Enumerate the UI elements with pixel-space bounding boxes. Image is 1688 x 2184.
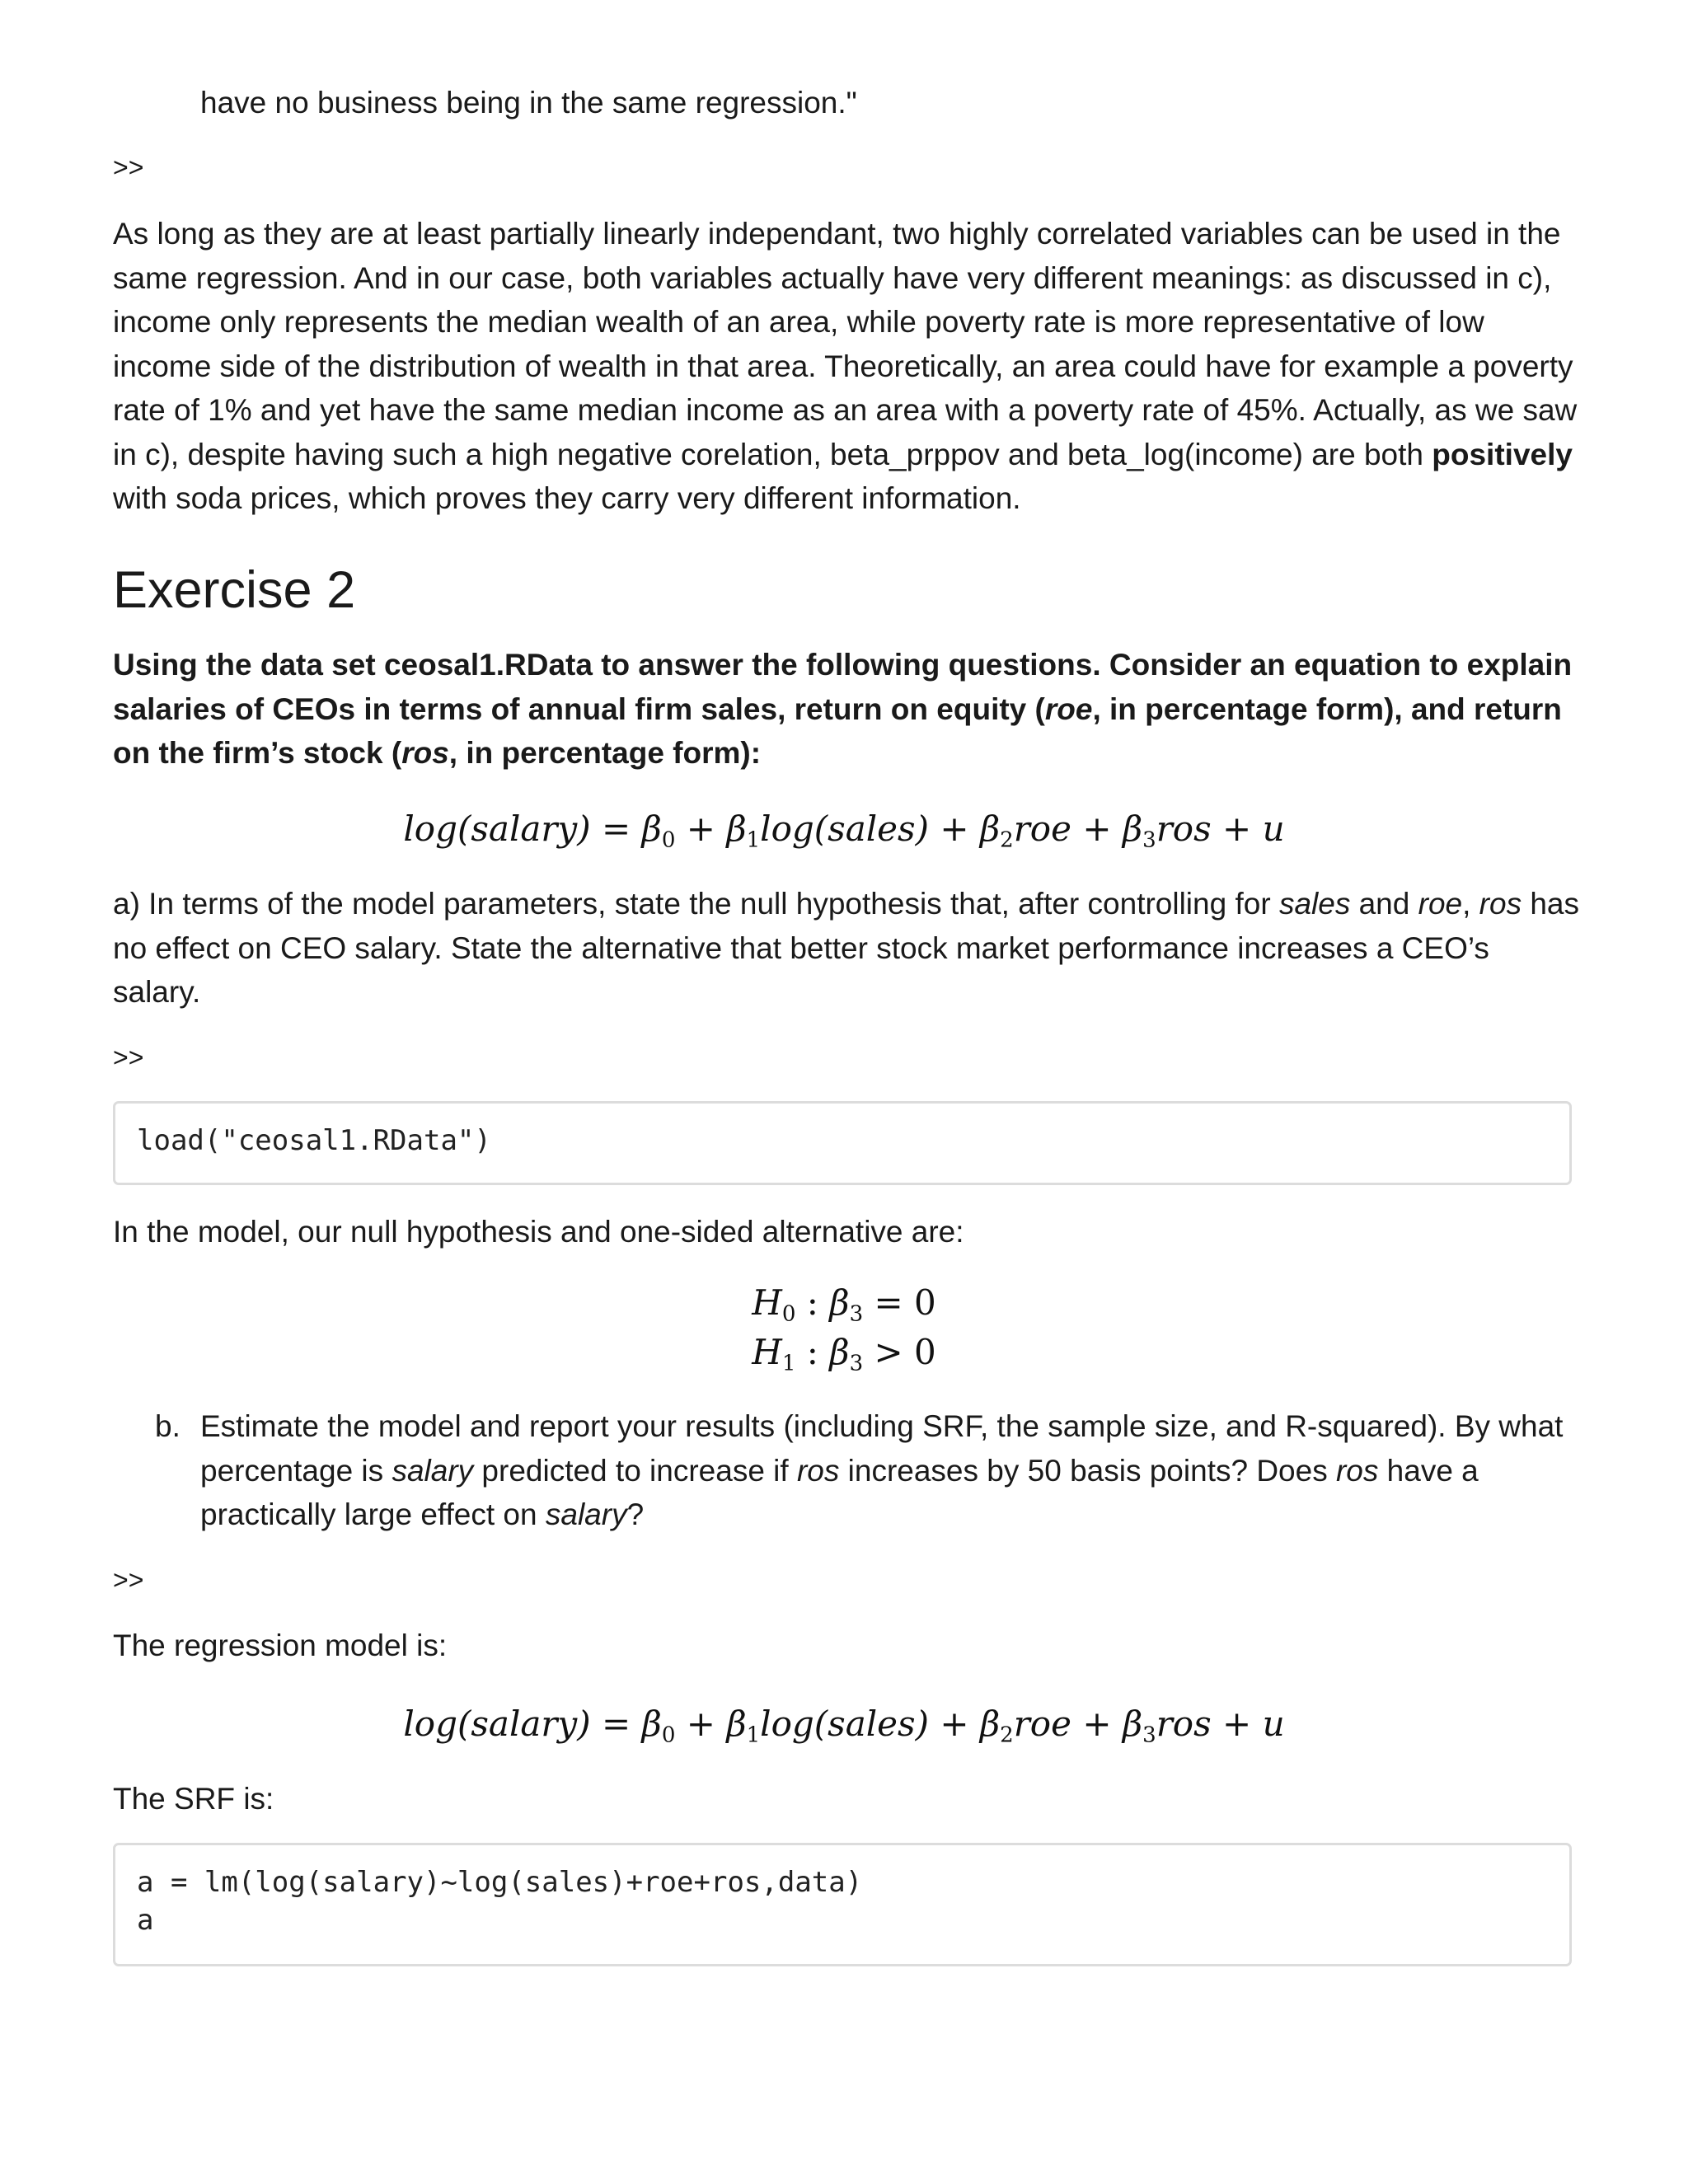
regression-label: The regression model is: <box>113 1629 448 1662</box>
exercise-heading: Exercise 2 <box>113 561 356 619</box>
code-block-regression <box>113 1843 1572 1966</box>
answer-paragraph <box>113 212 1580 521</box>
answer-text: As long as they are at least partially linearly independant, two highly correlated variables can be used in the same regression. And in our case, both variables actually have very different meanings: as discussed in c), income only represents the median wealth of an area, while poverty rate is more representative of low income side of the distribution of wealth in that area. Theoretically, an area could have for example a poverty rate of 1% and yet have the same median income as an area with a poverty rate of 45%. Actually, as we saw in c), despite having such a high negative corelation, beta_prppov and beta_log(income) are both <box>113 217 1578 471</box>
question-b: Estimate the model and report your results (including SRF, the sample size, and R-squared). By what percentage is salary predicted to increase if ros increases by 50 basis points? Does ros have a practically large effect on salary? <box>200 1409 1564 1531</box>
hypothesis-intro: In the model, our null hypothesis and one-sided alternative are: <box>113 1215 964 1249</box>
code-block-load: load("ceosal1.RData") <box>113 1101 1572 1185</box>
null-hypothesis: $H_0$ : $\beta_3 = 0$ <box>752 1282 936 1327</box>
srf-label: The SRF is: <box>113 1782 274 1816</box>
answer-text-end: with soda prices, which proves they carry very different information. <box>113 481 1021 515</box>
answer-marker: >> <box>113 1043 144 1072</box>
code-line: a = lm(log(salary)~log(sales)+roe+ros,data) <box>137 1866 863 1899</box>
answer-marker: >> <box>113 1565 144 1595</box>
question-a: a) In terms of the model parameters, state the null hypothesis that, after controlling for sales and roe, ros has no effect on CEO salary. State the alternative that better stock market performance increases a CEO’s salary. <box>113 887 1580 1009</box>
answer-marker: >> <box>113 152 144 182</box>
code-line: a <box>137 1904 154 1937</box>
quote-tail: have no business being in the same regression." <box>200 86 857 120</box>
model-equation-repeat: log(salary) = $\beta_0$ + $\beta_1\log(sales) + \beta_2roe + \beta_3ros + u$ <box>403 1704 1285 1748</box>
alternative-hypothesis: $H_1$ : $\beta_3 > 0$ <box>752 1332 936 1376</box>
model-equation: log(salary) = $\beta_0$ + $\beta_1\log(sales) + \beta_2roe + \beta_3ros + u$ <box>403 808 1285 853</box>
exercise-intro: Using the data set ceosal1.RData to answer the following questions. Consider an equation to explain salaries of CEOs in terms of annual firm sales, return on equity (roe, in percentage form), and return on the firm’s stock (ros, in percentage form): <box>113 648 1573 770</box>
bold-word: positively <box>1432 437 1573 471</box>
list-number-b: b. <box>155 1409 181 1443</box>
